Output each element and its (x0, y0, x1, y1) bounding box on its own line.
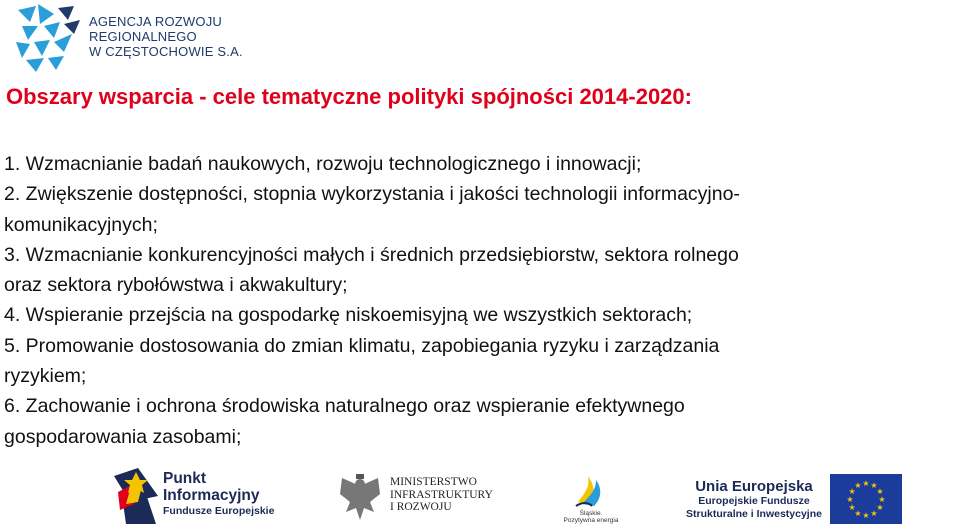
eu-star-icon: ★ (876, 487, 884, 496)
punkt-informacyjny-logo (163, 470, 274, 518)
punkt-subtitle: Fundusze Europejskie (163, 505, 275, 517)
goal-line: ryzykiem; (4, 365, 87, 388)
slaskie-wave-icon (572, 472, 608, 510)
footer-logos (0, 460, 960, 529)
ministry-line: I ROZWOJU (390, 501, 452, 513)
eu-star-icon: ★ (878, 495, 886, 504)
goal-line: 4. Wspieranie przejścia na gospodarkę niskoemisyjną we wszystkich sektorach; (4, 304, 693, 327)
eu-star-icon: ★ (854, 508, 862, 518)
ministry-line: MINISTERSTWO (390, 476, 477, 488)
ministry-logo-text (390, 476, 493, 514)
eu-title: Unia Europejska (695, 478, 813, 495)
eu-star-icon: ★ (848, 487, 856, 496)
polish-eagle-emblem-icon (338, 472, 382, 524)
eu-flag-icon (830, 474, 902, 524)
punkt-title-line: Informacyjny (163, 487, 260, 504)
slaskie-line: Śląskie. (579, 510, 603, 517)
punkt-title-line: Punkt (163, 470, 207, 487)
eu-star-icon: ★ (870, 481, 878, 491)
agency-name (89, 14, 243, 59)
goal-line: 6. Zachowanie i ochrona środowiska naturalnego oraz wspieranie efektywnego (4, 395, 685, 418)
fundusze-europejskie-star-icon (112, 466, 160, 526)
goal-line: 5. Promowanie dostosowania do zmian klimatu, zapobiegania ryzyku i zarządzania (4, 334, 720, 357)
eu-sub-line: Strukturalne i Inwestycyjne (686, 508, 822, 520)
slaskie-logo-text (558, 510, 624, 524)
eu-star-icon: ★ (870, 508, 878, 518)
eu-logo-text (684, 478, 824, 521)
eu-star-icon: ★ (862, 479, 870, 488)
goal-line: 3. Wzmacnianie konkurencyjności małych i średnich przedsiębiorstw, sektora rolnego (4, 243, 739, 266)
agency-logo (14, 4, 243, 76)
goal-line: komunikacyjnych; (4, 213, 158, 236)
agency-name-line: W CZĘSTOCHOWIE S.A. (89, 44, 243, 59)
slide-title: Obszary wsparcia - cele tematyczne polityki spójności 2014-2020: (6, 84, 692, 109)
goal-line: 2. Zwiększenie dostępności, stopnia wykorzystania i jakości technologii informacyjno- (4, 183, 740, 206)
slaskie-line: Pozytywna energia (563, 517, 619, 524)
eu-star-icon: ★ (846, 495, 854, 504)
ministry-line: INFRASTRUKTURY (390, 488, 493, 501)
goal-line: oraz sektora rybołówstwa i akwakultury; (4, 274, 348, 297)
agency-name-line: AGENCJA ROZWOJU (89, 14, 223, 29)
arr-crystal-logo-icon (14, 4, 86, 74)
agency-name-line: REGIONALNEGO (89, 29, 197, 44)
goal-line: 1. Wzmacnianie badań naukowych, rozwoju technologicznego i innowacji; (4, 153, 642, 175)
eu-sub-line: Europejskie Fundusze (698, 495, 810, 507)
thematic-goals-list (4, 149, 958, 452)
eu-star-icon: ★ (848, 503, 856, 512)
goal-line: gospodarowania zasobami; (4, 425, 242, 448)
eu-star-icon: ★ (862, 511, 870, 520)
eu-star-icon: ★ (876, 503, 884, 512)
eu-star-icon: ★ (854, 481, 862, 491)
